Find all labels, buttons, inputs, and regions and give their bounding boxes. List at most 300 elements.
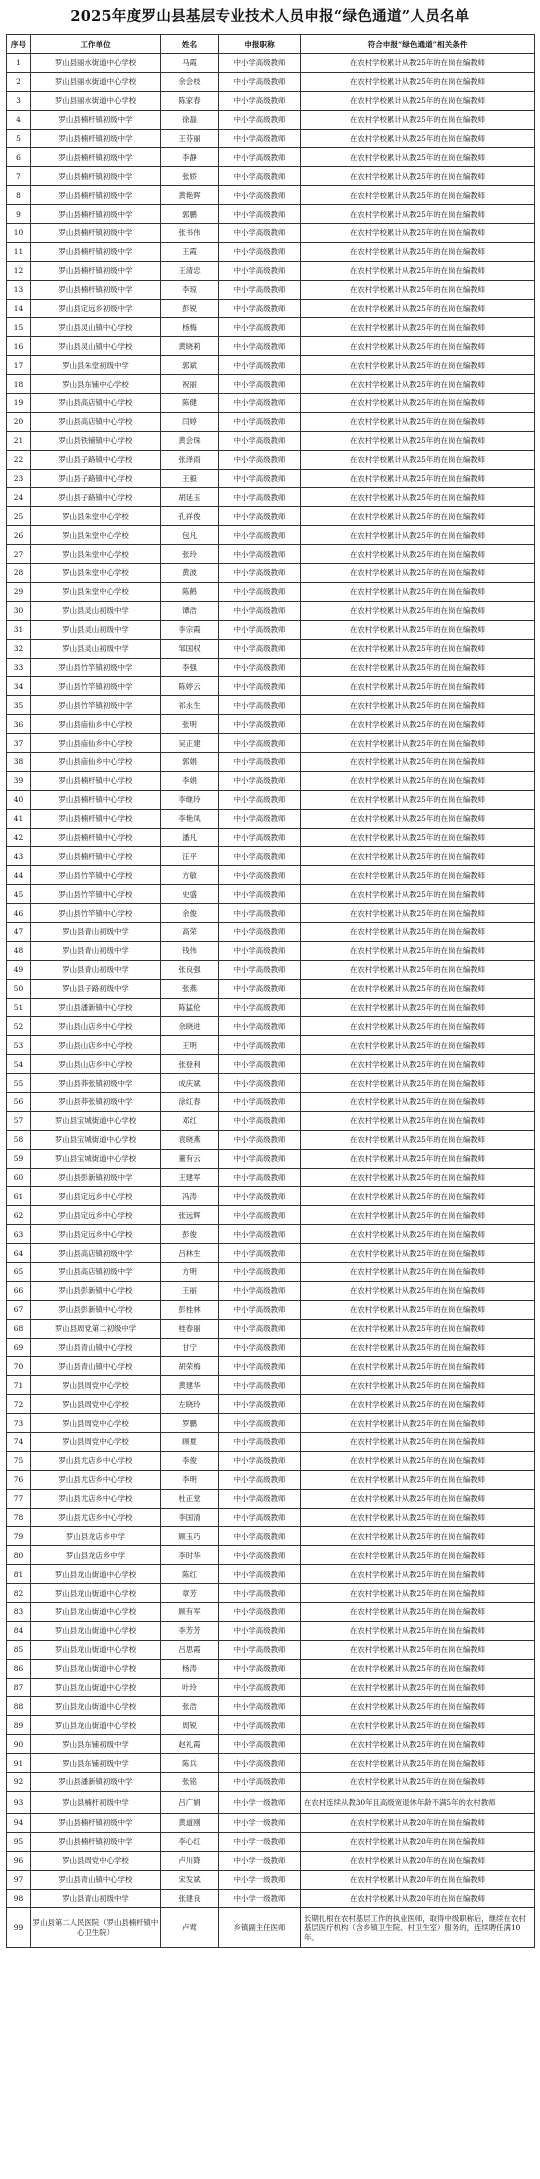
cell-name: 李明 [161, 1470, 219, 1489]
cell-unit: 罗山县青山初级中学 [31, 922, 161, 941]
cell-condition: 在农村学校累计从教25年的在岗在编教师 [301, 469, 535, 488]
cell-name: 左晓玲 [161, 1395, 219, 1414]
cell-name: 张良强 [161, 960, 219, 979]
table-row [7, 526, 535, 545]
cell-index: 55 [7, 1074, 31, 1093]
cell-condition: 在农村学校累计从教25年的在岗在编教师 [301, 734, 535, 753]
table-row [7, 1319, 535, 1338]
cell-unit: 罗山县潘新镇初级中学 [31, 1773, 161, 1792]
table-row [7, 450, 535, 469]
cell-title: 中小学高级教师 [219, 1395, 301, 1414]
cell-index: 72 [7, 1395, 31, 1414]
cell-title: 中小学高级教师 [219, 1111, 301, 1130]
cell-title: 中小学高级教师 [219, 922, 301, 941]
table-row [7, 1130, 535, 1149]
table-row [7, 299, 535, 318]
table-row [7, 979, 535, 998]
cell-name: 郭鹏 [161, 205, 219, 224]
cell-unit: 罗山县朱堂中心学校 [31, 507, 161, 526]
cell-title: 中小学高级教师 [219, 979, 301, 998]
cell-condition: 在农村学校累计从教25年的在岗在编教师 [301, 1414, 535, 1433]
cell-condition: 在农村学校累计从教25年的在岗在编教师 [301, 828, 535, 847]
table-row [7, 1908, 535, 1948]
table-row [7, 110, 535, 129]
cell-name: 李时华 [161, 1546, 219, 1565]
cell-name: 李心红 [161, 1832, 219, 1851]
cell-unit: 罗山县楠杆镇初级中学 [31, 205, 161, 224]
table-row [7, 1527, 535, 1546]
cell-condition: 在农村学校累计从教25年的在岗在编教师 [301, 1319, 535, 1338]
cell-condition: 在农村学校累计从教25年的在岗在编教师 [301, 72, 535, 91]
cell-name: 彭桂林 [161, 1300, 219, 1319]
cell-condition: 在农村学校累计从教25年的在岗在编教师 [301, 1074, 535, 1093]
cell-condition: 在农村学校累计从教25年的在岗在编教师 [301, 148, 535, 167]
table-row [7, 1451, 535, 1470]
cell-name: 陈兵 [161, 1754, 219, 1773]
cell-name: 陈婷云 [161, 677, 219, 696]
table-row [7, 904, 535, 923]
cell-unit: 罗山县定远乡中心学校 [31, 1187, 161, 1206]
cell-condition: 在农村学校累计从教25年的在岗在编教师 [301, 488, 535, 507]
cell-name: 吕广娟 [161, 1791, 219, 1813]
cell-name: 郭娟 [161, 752, 219, 771]
cell-title: 中小学高级教师 [219, 1565, 301, 1584]
cell-name: 张玲 [161, 545, 219, 564]
cell-name: 杜正堂 [161, 1489, 219, 1508]
cell-unit: 罗山县龙山街道中心学校 [31, 1716, 161, 1735]
cell-unit: 罗山县龙店乡中学 [31, 1546, 161, 1565]
cell-name: 桂春丽 [161, 1319, 219, 1338]
cell-index: 6 [7, 148, 31, 167]
cell-unit: 罗山县朱堂中心学校 [31, 564, 161, 583]
cell-index: 37 [7, 734, 31, 753]
table-row [7, 1338, 535, 1357]
cell-index: 66 [7, 1281, 31, 1300]
cell-condition: 在农村学校累计从教25年的在岗在编教师 [301, 866, 535, 885]
cell-title: 中小学高级教师 [219, 1357, 301, 1376]
cell-name: 张明 [161, 715, 219, 734]
cell-unit: 罗山县周党中心学校 [31, 1376, 161, 1395]
cell-name: 顾夏 [161, 1433, 219, 1452]
cell-title: 中小学高级教师 [219, 431, 301, 450]
cell-title: 中小学高级教师 [219, 639, 301, 658]
cell-index: 91 [7, 1754, 31, 1773]
cell-index: 20 [7, 412, 31, 431]
cell-name: 王霞 [161, 242, 219, 261]
cell-index: 53 [7, 1036, 31, 1055]
cell-index: 61 [7, 1187, 31, 1206]
cell-index: 17 [7, 356, 31, 375]
cell-condition: 在农村学校累计从教25年的在岗在编教师 [301, 1546, 535, 1565]
table-row [7, 1870, 535, 1889]
cell-condition: 在农村学校累计从教25年的在岗在编教师 [301, 110, 535, 129]
cell-title: 中小学高级教师 [219, 450, 301, 469]
cell-unit: 罗山县楠杆镇中心学校 [31, 809, 161, 828]
cell-name: 宋发斌 [161, 1870, 219, 1889]
cell-unit: 罗山县楠杆镇初级中学 [31, 224, 161, 243]
cell-title: 中小学高级教师 [219, 337, 301, 356]
cell-title: 中小学高级教师 [219, 299, 301, 318]
cell-condition: 在农村学校累计从教25年的在岗在编教师 [301, 337, 535, 356]
cell-condition: 在农村学校累计从教25年的在岗在编教师 [301, 1357, 535, 1376]
cell-index: 73 [7, 1414, 31, 1433]
cell-name: 李继玲 [161, 790, 219, 809]
cell-unit: 罗山县宝城街道中心学校 [31, 1149, 161, 1168]
cell-title: 中小学高级教师 [219, 1754, 301, 1773]
cell-unit: 罗山县庙仙乡中心学校 [31, 715, 161, 734]
cell-index: 12 [7, 261, 31, 280]
table-row [7, 1697, 535, 1716]
cell-unit: 罗山县龙山街道中心学校 [31, 1621, 161, 1640]
cell-index: 32 [7, 639, 31, 658]
table-row [7, 261, 535, 280]
cell-name: 王建军 [161, 1168, 219, 1187]
cell-condition: 在农村学校累计从教20年的在岗在编教师 [301, 1851, 535, 1870]
cell-condition: 在农村学校累计从教25年的在岗在编教师 [301, 1017, 535, 1036]
cell-condition: 在农村学校累计从教25年的在岗在编教师 [301, 167, 535, 186]
cell-title: 中小学高级教师 [219, 790, 301, 809]
cell-unit: 罗山县楠杆镇初级中学 [31, 110, 161, 129]
cell-unit: 罗山县山店乡中心学校 [31, 1017, 161, 1036]
cell-name: 王毅 [161, 469, 219, 488]
cell-index: 49 [7, 960, 31, 979]
table-row [7, 205, 535, 224]
cell-title: 中小学高级教师 [219, 91, 301, 110]
cell-index: 57 [7, 1111, 31, 1130]
table-row [7, 1300, 535, 1319]
table-row [7, 1092, 535, 1111]
table-row [7, 677, 535, 696]
cell-index: 44 [7, 866, 31, 885]
cell-unit: 罗山县子路镇中心学校 [31, 469, 161, 488]
cell-index: 50 [7, 979, 31, 998]
cell-title: 中小学高级教师 [219, 1470, 301, 1489]
cell-unit: 罗山县龙山街道中心学校 [31, 1565, 161, 1584]
cell-title: 中小学高级教师 [219, 1017, 301, 1036]
cell-condition: 在农村学校累计从教25年的在岗在编教师 [301, 790, 535, 809]
cell-unit: 罗山县竹竿镇初级中学 [31, 696, 161, 715]
cell-title: 乡镇副主任医师 [219, 1908, 301, 1948]
cell-condition: 在农村学校累计从教25年的在岗在编教师 [301, 998, 535, 1017]
cell-title: 中小学高级教师 [219, 998, 301, 1017]
cell-condition: 在农村学校累计从教25年的在岗在编教师 [301, 129, 535, 148]
cell-condition: 在农村学校累计从教25年的在岗在编教师 [301, 752, 535, 771]
cell-name: 吴正建 [161, 734, 219, 753]
cell-condition: 在农村学校累计从教25年的在岗在编教师 [301, 299, 535, 318]
table-row [7, 412, 535, 431]
cell-unit: 罗山县彭新镇中心学校 [31, 1300, 161, 1319]
cell-index: 25 [7, 507, 31, 526]
cell-unit: 罗山县周党中心学校 [31, 1395, 161, 1414]
cell-name: 祝丽 [161, 375, 219, 394]
table-row [7, 1813, 535, 1832]
cell-index: 58 [7, 1130, 31, 1149]
cell-condition: 在农村学校累计从教25年的在岗在编教师 [301, 1603, 535, 1622]
cell-unit: 罗山县周党中心学校 [31, 1414, 161, 1433]
cell-title: 中小学高级教师 [219, 186, 301, 205]
cell-unit: 罗山县潘新镇中心学校 [31, 998, 161, 1017]
cell-condition: 在农村学校累计从教25年的在岗在编教师 [301, 1395, 535, 1414]
table-row [7, 885, 535, 904]
cell-condition: 在农村学校累计从教25年的在岗在编教师 [301, 318, 535, 337]
cell-unit: 罗山县尤店乡中心学校 [31, 1470, 161, 1489]
cell-unit: 罗山县高店镇初级中学 [31, 1263, 161, 1282]
cell-condition: 在农村学校累计从教25年的在岗在编教师 [301, 261, 535, 280]
cell-title: 中小学一级教师 [219, 1832, 301, 1851]
cell-name: 顾玉巧 [161, 1527, 219, 1546]
cell-condition: 在农村学校累计从教25年的在岗在编教师 [301, 526, 535, 545]
cell-unit: 罗山县高店镇中心学校 [31, 412, 161, 431]
cell-condition: 在农村学校累计从教25年的在岗在编教师 [301, 224, 535, 243]
cell-unit: 罗山县楠杆镇初级中学 [31, 129, 161, 148]
table-row [7, 1225, 535, 1244]
cell-condition: 在农村学校累计从教25年的在岗在编教师 [301, 960, 535, 979]
cell-title: 中小学高级教师 [219, 1055, 301, 1074]
table-header-row [7, 35, 535, 54]
cell-title: 中小学高级教师 [219, 1300, 301, 1319]
cell-unit: 罗山县楠杆镇初级中学 [31, 167, 161, 186]
roster-table [6, 34, 535, 1948]
cell-condition: 在农村学校累计从教20年的在岗在编教师 [301, 1870, 535, 1889]
table-row [7, 1621, 535, 1640]
cell-unit: 罗山县周党中心学校 [31, 1433, 161, 1452]
cell-title: 中小学高级教师 [219, 1036, 301, 1055]
cell-index: 77 [7, 1489, 31, 1508]
cell-title: 中小学一级教师 [219, 1889, 301, 1908]
cell-index: 85 [7, 1640, 31, 1659]
cell-unit: 罗山县灵山初级中学 [31, 639, 161, 658]
table-row [7, 1546, 535, 1565]
cell-condition: 在农村学校累计从教25年的在岗在编教师 [301, 1451, 535, 1470]
cell-title: 中小学高级教师 [219, 1281, 301, 1300]
cell-condition: 在农村学校累计从教25年的在岗在编教师 [301, 1149, 535, 1168]
cell-condition: 在农村学校累计从教25年的在岗在编教师 [301, 1225, 535, 1244]
cell-condition: 在农村学校累计从教25年的在岗在编教师 [301, 1055, 535, 1074]
table-row [7, 1017, 535, 1036]
cell-title: 中小学高级教师 [219, 205, 301, 224]
cell-index: 28 [7, 564, 31, 583]
cell-unit: 罗山县灵山镇中心学校 [31, 318, 161, 337]
cell-title: 中小学高级教师 [219, 809, 301, 828]
cell-title: 中小学高级教师 [219, 1678, 301, 1697]
cell-unit: 罗山县楠杆镇中心学校 [31, 828, 161, 847]
cell-unit: 罗山县青山镇中心学校 [31, 1338, 161, 1357]
cell-name: 张泽雨 [161, 450, 219, 469]
cell-index: 97 [7, 1870, 31, 1889]
cell-title: 中小学高级教师 [219, 1546, 301, 1565]
cell-title: 中小学高级教师 [219, 261, 301, 280]
cell-condition: 在农村学校累计从教25年的在岗在编教师 [301, 356, 535, 375]
cell-title: 中小学高级教师 [219, 1527, 301, 1546]
cell-index: 27 [7, 545, 31, 564]
cell-name: 罗鹏 [161, 1414, 219, 1433]
cell-name: 王明 [161, 1036, 219, 1055]
cell-name: 李琼 [161, 280, 219, 299]
table-row [7, 1832, 535, 1851]
cell-name: 张铭 [161, 1773, 219, 1792]
table-row [7, 1433, 535, 1452]
cell-index: 7 [7, 167, 31, 186]
cell-title: 中小学高级教师 [219, 866, 301, 885]
table-row [7, 847, 535, 866]
cell-title: 中小学高级教师 [219, 828, 301, 847]
cell-title: 中小学高级教师 [219, 1640, 301, 1659]
cell-index: 38 [7, 752, 31, 771]
cell-index: 14 [7, 299, 31, 318]
cell-unit: 罗山县东铺初级中学 [31, 1735, 161, 1754]
table-row [7, 1263, 535, 1282]
table-row [7, 1603, 535, 1622]
cell-title: 中小学高级教师 [219, 696, 301, 715]
cell-condition: 在农村学校累计从教25年的在岗在编教师 [301, 205, 535, 224]
table-row [7, 469, 535, 488]
cell-index: 67 [7, 1300, 31, 1319]
cell-title: 中小学高级教师 [219, 677, 301, 696]
cell-index: 18 [7, 375, 31, 394]
cell-title: 中小学高级教师 [219, 1338, 301, 1357]
cell-condition: 在农村学校累计从教25年的在岗在编教师 [301, 394, 535, 413]
cell-unit: 罗山县楠杆镇初级中学 [31, 280, 161, 299]
cell-title: 中小学高级教师 [219, 1451, 301, 1470]
cell-title: 中小学高级教师 [219, 1433, 301, 1452]
cell-unit: 罗山县丽水街道中心学校 [31, 54, 161, 73]
cell-condition: 在农村学校累计从教25年的在岗在编教师 [301, 885, 535, 904]
cell-title: 中小学高级教师 [219, 1489, 301, 1508]
cell-unit: 罗山县灵山初级中学 [31, 620, 161, 639]
cell-title: 中小学高级教师 [219, 110, 301, 129]
cell-title: 中小学高级教师 [219, 488, 301, 507]
cell-title: 中小学高级教师 [219, 734, 301, 753]
cell-unit: 罗山县龙山街道中心学校 [31, 1603, 161, 1622]
cell-name: 李国清 [161, 1508, 219, 1527]
table-row [7, 318, 535, 337]
cell-title: 中小学高级教师 [219, 54, 301, 73]
cell-condition: 在农村学校累计从教25年的在岗在编教师 [301, 1036, 535, 1055]
cell-index: 83 [7, 1603, 31, 1622]
table-row [7, 601, 535, 620]
cell-index: 11 [7, 242, 31, 261]
cell-condition: 在农村学校累计从教25年的在岗在编教师 [301, 1754, 535, 1773]
cell-name: 杨梅 [161, 318, 219, 337]
cell-unit: 罗山县尤店乡中心学校 [31, 1451, 161, 1470]
cell-unit: 罗山县山店乡中心学校 [31, 1036, 161, 1055]
cell-title: 中小学高级教师 [219, 715, 301, 734]
table-row [7, 1640, 535, 1659]
table-row [7, 639, 535, 658]
cell-index: 59 [7, 1149, 31, 1168]
cell-name: 李宗霞 [161, 620, 219, 639]
cell-title: 中小学高级教师 [219, 394, 301, 413]
cell-title: 中小学高级教师 [219, 1206, 301, 1225]
table-row [7, 1716, 535, 1735]
table-row [7, 696, 535, 715]
cell-index: 48 [7, 941, 31, 960]
cell-condition: 在农村学校累计从教25年的在岗在编教师 [301, 1470, 535, 1489]
cell-condition: 在农村学校累计从教25年的在岗在编教师 [301, 809, 535, 828]
cell-condition: 在农村学校累计从教25年的在岗在编教师 [301, 545, 535, 564]
table-row [7, 998, 535, 1017]
cell-index: 75 [7, 1451, 31, 1470]
cell-title: 中小学高级教师 [219, 941, 301, 960]
cell-unit: 罗山县青山初级中学 [31, 941, 161, 960]
cell-condition: 在农村学校累计从教25年的在岗在编教师 [301, 1640, 535, 1659]
cell-condition: 在农村学校累计从教25年的在岗在编教师 [301, 1735, 535, 1754]
cell-title: 中小学高级教师 [219, 1414, 301, 1433]
cell-unit: 罗山县子路初级中学 [31, 979, 161, 998]
cell-name: 邓红 [161, 1111, 219, 1130]
cell-condition: 在农村学校累计从教25年的在岗在编教师 [301, 1338, 535, 1357]
cell-condition: 在农村学校累计从教25年的在岗在编教师 [301, 1489, 535, 1508]
cell-condition: 在农村学校累计从教25年的在岗在编教师 [301, 658, 535, 677]
cell-index: 45 [7, 885, 31, 904]
cell-name: 潘凡 [161, 828, 219, 847]
cell-index: 52 [7, 1017, 31, 1036]
cell-title: 中小学高级教师 [219, 280, 301, 299]
cell-index: 87 [7, 1678, 31, 1697]
table-row [7, 960, 535, 979]
cell-index: 33 [7, 658, 31, 677]
cell-unit: 罗山县丽水街道中心学校 [31, 72, 161, 91]
cell-name: 方明 [161, 1263, 219, 1282]
cell-index: 65 [7, 1263, 31, 1282]
cell-condition: 在农村学校累计从教25年的在岗在编教师 [301, 941, 535, 960]
table-row [7, 658, 535, 677]
table-row [7, 1773, 535, 1792]
cell-name: 祁永生 [161, 696, 219, 715]
cell-name: 李艳凤 [161, 809, 219, 828]
cell-condition: 在农村学校累计从教25年的在岗在编教师 [301, 639, 535, 658]
cell-unit: 罗山县楠杆镇初级中学 [31, 186, 161, 205]
table-row [7, 356, 535, 375]
table-row [7, 431, 535, 450]
cell-index: 1 [7, 54, 31, 73]
cell-condition: 在农村学校累计从教25年的在岗在编教师 [301, 1773, 535, 1792]
cell-condition: 在农村学校累计从教25年的在岗在编教师 [301, 715, 535, 734]
cell-unit: 罗山县楠杆镇初级中学 [31, 1832, 161, 1851]
cell-unit: 罗山县竹竿镇初级中学 [31, 677, 161, 696]
cell-name: 马霞 [161, 54, 219, 73]
table-row [7, 1395, 535, 1414]
cell-index: 79 [7, 1527, 31, 1546]
cell-name: 张远辉 [161, 1206, 219, 1225]
cell-condition: 在农村学校累计从教25年的在岗在编教师 [301, 582, 535, 601]
cell-condition: 在农村学校累计从教25年的在岗在编教师 [301, 922, 535, 941]
cell-unit: 罗山县楠杆镇初级中学 [31, 1813, 161, 1832]
cell-unit: 罗山县竹竿镇中心学校 [31, 885, 161, 904]
cell-name: 李俊 [161, 1451, 219, 1470]
cell-name: 高荣 [161, 922, 219, 941]
cell-unit: 罗山县竹竿镇初级中学 [31, 658, 161, 677]
cell-name: 李强 [161, 658, 219, 677]
cell-title: 中小学一级教师 [219, 1813, 301, 1832]
cell-index: 46 [7, 904, 31, 923]
cell-name: 黄会珠 [161, 431, 219, 450]
table-row [7, 866, 535, 885]
cell-index: 69 [7, 1338, 31, 1357]
cell-name: 叶玲 [161, 1678, 219, 1697]
cell-name: 周锐 [161, 1716, 219, 1735]
cell-index: 64 [7, 1244, 31, 1263]
cell-index: 24 [7, 488, 31, 507]
table-row [7, 828, 535, 847]
cell-unit: 罗山县朱堂初级中学 [31, 356, 161, 375]
cell-condition: 在农村学校累计从教25年的在岗在编教师 [301, 601, 535, 620]
cell-condition: 在农村学校累计从教25年的在岗在编教师 [301, 1130, 535, 1149]
cell-index: 40 [7, 790, 31, 809]
cell-name: 赵礼霞 [161, 1735, 219, 1754]
cell-name: 黄晓莉 [161, 337, 219, 356]
cell-index: 36 [7, 715, 31, 734]
